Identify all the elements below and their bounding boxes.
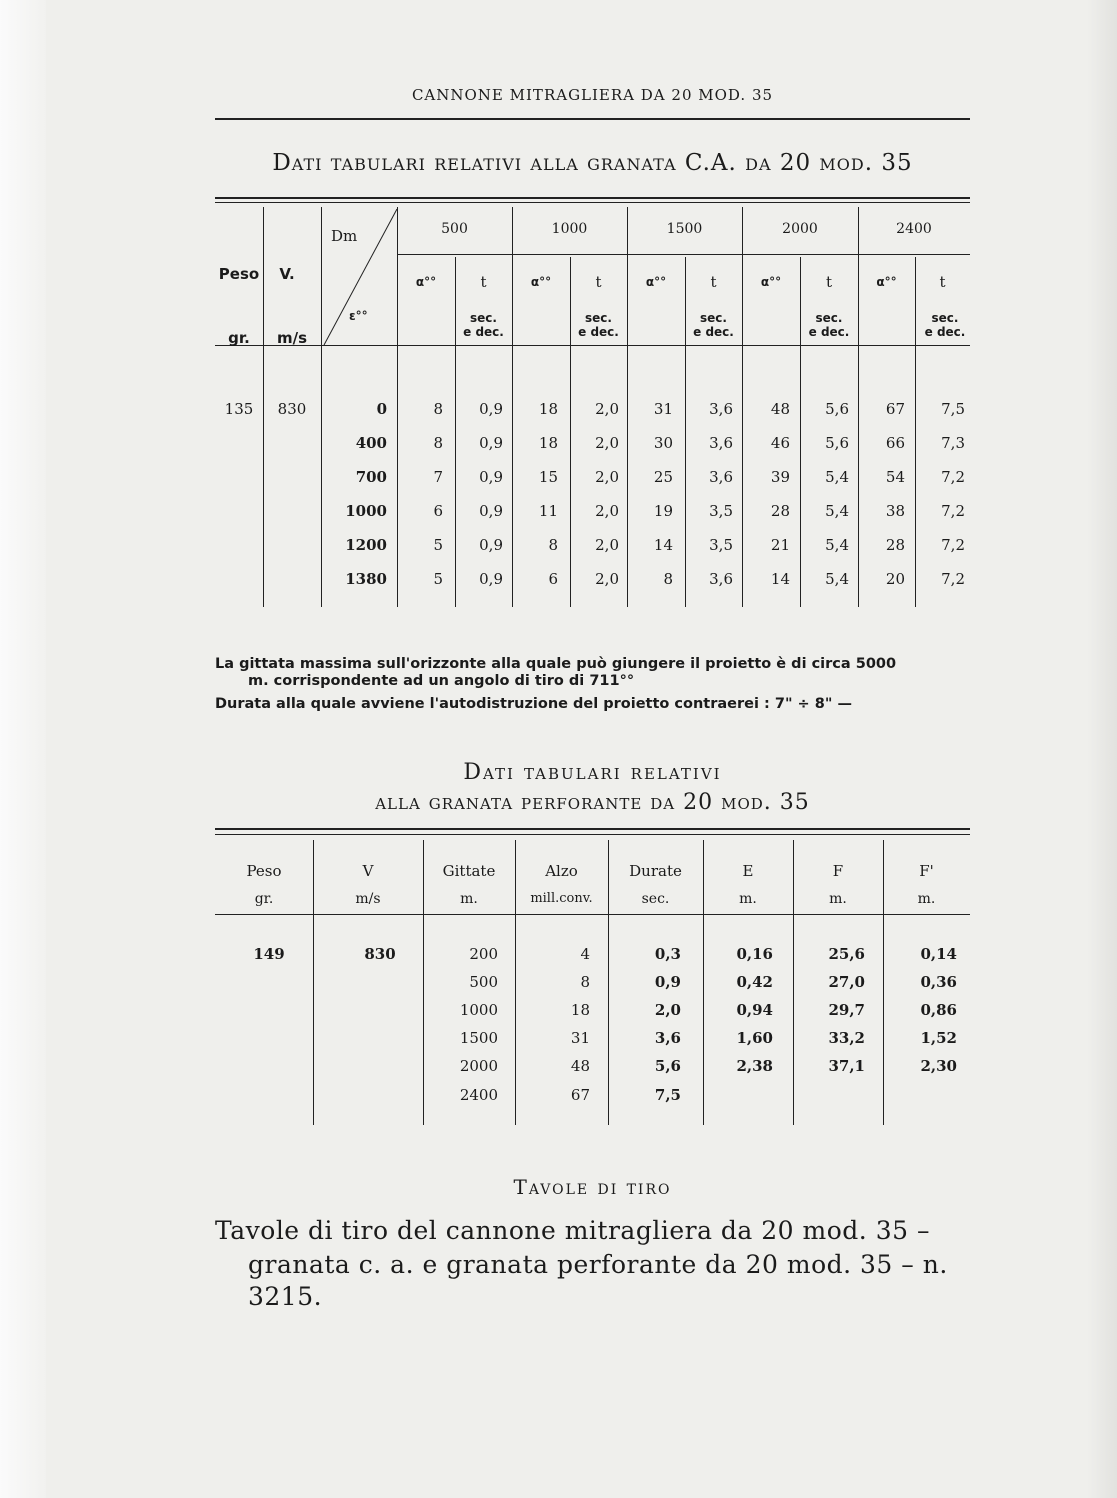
t1-t-cell: 3,6 [709,400,733,418]
t1-col-alpha: α°° [530,275,552,289]
t1-col-alpha: α°° [760,275,782,289]
page-shade-right [1087,0,1117,1498]
t2-vline [608,840,609,1125]
t1-t-cell: 5,6 [825,434,849,452]
t2-f-cell: 29,7 [828,1001,865,1019]
t2-vline [423,840,424,1125]
t1-t-cell: 7,2 [941,536,965,554]
t2-gittata-cell: 500 [469,973,498,991]
t2-top-rule [215,828,970,830]
t2-f1-cell: 0,86 [920,1001,957,1019]
t1-top-rule [215,197,970,199]
t1-alpha-cell: 31 [653,400,673,418]
table1-title: Dati tabulari relativi alla granata C.A. da 20 mod. 35 [272,150,913,176]
t2-header-cell: Durate [629,862,682,880]
t1-head-v-unit: m/s [276,329,308,347]
t1-col-t-unit: sec. e dec. [924,311,966,339]
t2-unit-cell: mill.conv. [530,891,593,906]
t1-alpha-cell: 66 [885,434,905,452]
t2-unit-cell: m. [829,891,847,907]
t1-alpha-cell: 11 [538,502,558,520]
t2-unit-cell: m. [739,891,757,907]
t1-vline [685,257,686,607]
t1-t-cell: 2,0 [595,536,619,554]
t1-range-1500: 1500 [666,221,703,237]
t1-alpha-cell: 25 [653,468,673,486]
t2-unit-cell: gr. [254,891,274,907]
t1-alpha-cell: 30 [653,434,673,452]
t1-alpha-cell: 7 [433,468,443,486]
t2-vline [883,840,884,1125]
t2-header-cell: E [742,862,754,880]
t1-head-v: V. [279,265,295,283]
t2-e-cell: 0,42 [736,973,773,991]
t2-f-cell: 27,0 [828,973,865,991]
t1-alpha-cell: 5 [433,536,443,554]
t1-alpha-cell: 28 [770,502,790,520]
t1-alpha-cell: 19 [653,502,673,520]
t1-alpha-cell: 18 [538,434,558,452]
t1-alpha-cell: 14 [770,570,790,588]
t1-col-t-unit: sec. e dec. [693,311,734,339]
t2-durata-cell: 0,3 [654,945,681,963]
t1-t-cell: 0,9 [479,536,503,554]
t2-unit-cell: m/s [355,891,381,907]
t2-gittata-cell: 2400 [459,1086,498,1104]
t1-eps-cell: 1200 [345,536,387,554]
t2-durata-cell: 7,5 [654,1086,681,1104]
t1-alpha-cell: 39 [770,468,790,486]
t1-t-cell: 0,9 [479,468,503,486]
t2-f1-cell: 0,14 [920,945,957,963]
t1-col-t: t [939,273,946,291]
t1-t-cell: 3,6 [709,570,733,588]
section-title: Tavole di tiro [513,1175,672,1199]
t1-t-cell: 7,2 [941,570,965,588]
t1-t-cell: 3,5 [709,502,733,520]
t2-f1-cell: 2,30 [920,1057,957,1075]
t2-header-rule [215,914,970,915]
t1-t-cell: 5,4 [825,570,849,588]
t2-gittata-cell: 1500 [459,1029,498,1047]
header-rule [215,118,970,120]
t1-t-cell: 5,4 [825,502,849,520]
t1-t-cell: 3,6 [709,468,733,486]
t2-unit-cell: sec. [641,891,670,907]
t1-t-cell: 5,6 [825,400,849,418]
t2-header-cell: F [832,862,844,880]
t1-t-cell: 2,0 [595,468,619,486]
t2-durata-cell: 3,6 [654,1029,681,1047]
t2-alzo-cell: 67 [570,1086,590,1104]
t1-t-cell: 2,0 [595,434,619,452]
t2-header-cell: V [362,862,374,880]
t1-alpha-cell: 28 [885,536,905,554]
page-shade-left [0,0,46,1498]
t1-top-rule-2 [215,202,970,203]
t1-vline [915,257,916,607]
t1-col-t: t [825,273,833,291]
t1-col-t-unit: sec. e dec. [578,311,619,339]
t2-v-value: 830 [364,945,396,963]
t1-range-2000: 2000 [782,221,818,237]
t2-vline [313,840,314,1125]
t2-e-cell: 0,94 [736,1001,773,1019]
t1-t-cell: 0,9 [479,502,503,520]
running-head: CANNONE MITRAGLIERA DA 20 MOD. 35 [411,86,774,104]
t1-t-cell: 7,2 [941,502,965,520]
t1-eps-cell: 700 [355,468,387,486]
t1-head-eps: ε°° [349,309,368,323]
t1-alpha-cell: 15 [538,468,558,486]
t2-header-cell: Peso [246,862,282,880]
t1-col-t: t [480,273,487,291]
t1-range-500: 500 [441,221,468,237]
t1-peso-value: 135 [224,400,254,418]
t1-head-peso-unit: gr. [228,329,250,347]
t1-eps-cell: 1380 [345,570,387,588]
t1-alpha-cell: 67 [885,400,905,418]
t1-alpha-cell: 6 [433,502,443,520]
t1-t-cell: 0,9 [479,434,503,452]
t1-range-1000: 1000 [551,221,588,237]
t1-t-cell: 7,5 [941,400,965,418]
t1-col-alpha: α°° [876,275,897,289]
t2-f-cell: 37,1 [828,1057,865,1075]
t1-alpha-cell: 5 [433,570,443,588]
t2-header-cell: F' [919,862,934,880]
t1-vline [455,257,456,607]
t2-alzo-cell: 18 [570,1001,590,1019]
t2-vline [793,840,794,1125]
t1-col-t-unit: sec. e dec. [463,311,504,339]
t1-alpha-cell: 6 [548,570,558,588]
t2-f-cell: 33,2 [828,1029,865,1047]
t1-head-dm: Dm [331,227,358,245]
t1-t-cell: 5,4 [825,536,849,554]
t1-t-cell: 7,3 [941,434,965,452]
t2-vline [703,840,704,1125]
t2-alzo-cell: 4 [580,945,590,963]
t1-col-alpha: α°° [415,275,437,289]
t1-range-2400: 2400 [896,221,932,237]
t2-durata-cell: 2,0 [654,1001,681,1019]
t2-f1-cell: 0,36 [920,973,957,991]
t2-peso-value: 149 [253,945,285,963]
t2-e-cell: 0,16 [736,945,773,963]
t1-alpha-cell: 21 [770,536,790,554]
t2-alzo-cell: 48 [570,1057,590,1075]
t1-t-cell: 7,2 [941,468,965,486]
t1-alpha-cell: 18 [538,400,558,418]
t2-e-cell: 2,38 [736,1057,773,1075]
t1-alpha-cell: 48 [770,400,790,418]
table2 [215,828,970,1128]
t1-eps-cell: 0 [376,400,387,418]
t1-alpha-cell: 14 [653,536,673,554]
t1-alpha-cell: 54 [885,468,905,486]
t2-durata-cell: 0,9 [654,973,681,991]
t1-alpha-cell: 8 [433,400,443,418]
t1-vline [800,257,801,607]
t1-alpha-cell: 20 [885,570,905,588]
t1-t-cell: 5,4 [825,468,849,486]
paragraph-line-2: granata c. a. e granata perforante da 20 mod. 35 – n. 3215. [248,1250,948,1311]
note-line-1: La gittata massima sull'orizzonte alla quale può giungere il proietto è di circa 5000 [215,656,897,672]
note-line-2: m. corrispondente ad un angolo di tiro di 711°° [248,673,635,689]
t1-t-cell: 2,0 [595,400,619,418]
t2-top-rule-2 [215,834,970,835]
t2-f1-cell: 1,52 [920,1029,957,1047]
t1-col-t: t [595,273,602,291]
t1-head-peso: Peso [218,265,260,283]
t1-eps-cell: 1000 [345,502,387,520]
t1-t-cell: 0,9 [479,400,503,418]
t2-e-cell: 1,60 [736,1029,773,1047]
t1-col-t-unit: sec. e dec. [808,311,850,339]
t1-alpha-cell: 46 [770,434,790,452]
t2-unit-cell: m. [460,891,478,907]
t2-gittata-cell: 1000 [459,1001,498,1019]
t2-unit-cell: m. [917,891,936,907]
t1-t-cell: 3,6 [709,434,733,452]
note-line-3: Durata alla quale avviene l'autodistruzione del proietto contraerei : 7" ÷ 8" — [215,696,852,712]
t1-col-t: t [710,273,717,291]
t1-t-cell: 0,9 [479,570,503,588]
t1-t-cell: 2,0 [595,502,619,520]
t1-alpha-cell: 8 [663,570,673,588]
t1-v-value: 830 [277,400,307,418]
t2-gittata-cell: 2000 [459,1057,498,1075]
t2-alzo-cell: 31 [570,1029,590,1047]
t1-eps-cell: 400 [355,434,387,452]
t2-vline [515,840,516,1125]
table2-title-line2: alla granata perforante da 20 mod. 35 [375,790,810,815]
t2-alzo-cell: 8 [580,973,590,991]
table1 [215,197,970,607]
t2-durata-cell: 5,6 [654,1057,681,1075]
t2-gittata-cell: 200 [469,945,498,963]
t1-alpha-cell: 38 [885,502,905,520]
t1-alpha-cell: 8 [548,536,558,554]
t2-header-cell: Gittate [442,862,496,880]
t1-t-cell: 2,0 [595,570,619,588]
t1-vline [570,257,571,607]
t2-f-cell: 25,6 [828,945,865,963]
paragraph-line-1: Tavole di tiro del cannone mitragliera da 20 mod. 35 – [215,1216,930,1245]
t1-range-rule [397,254,970,255]
t2-header-cell: Alzo [545,862,578,880]
t1-alpha-cell: 8 [433,434,443,452]
table2-title-line1: Dati tabulari relativi [463,760,722,785]
t1-col-alpha: α°° [645,275,667,289]
t1-t-cell: 3,5 [709,536,733,554]
